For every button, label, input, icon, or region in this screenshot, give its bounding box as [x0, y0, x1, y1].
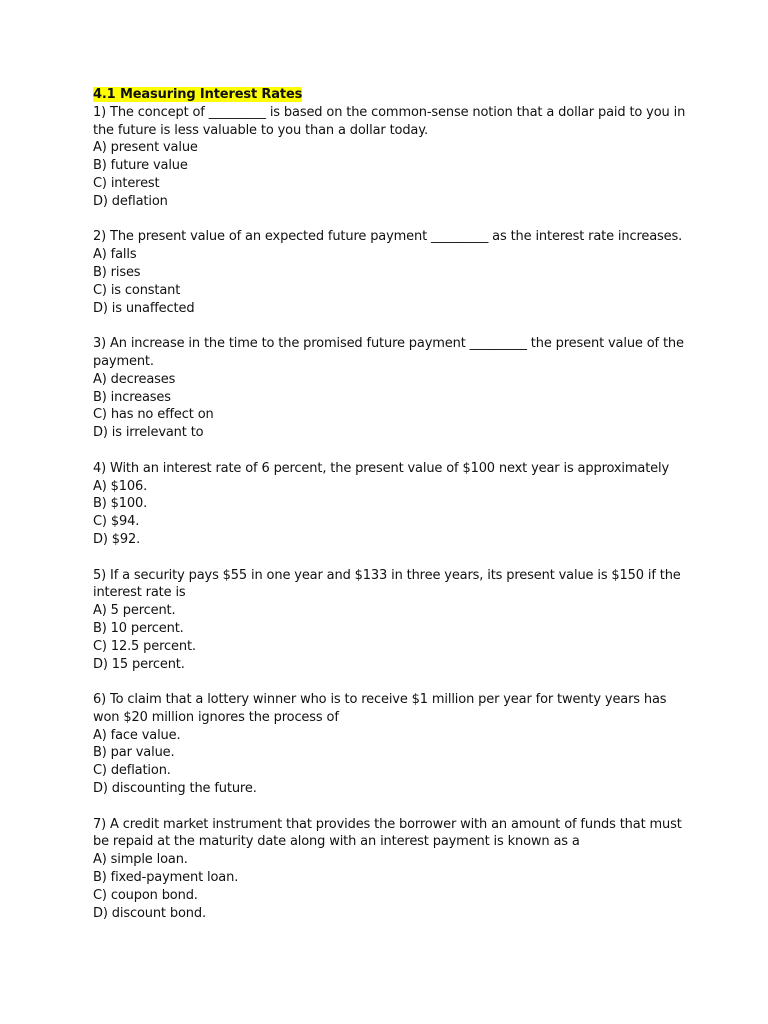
- question-text: 2) The present value of an expected future payment _________ as the interest rate increases.: [93, 229, 683, 245]
- question-1: [93, 104, 693, 211]
- answer-option-b: B) future value: [93, 158, 188, 174]
- answer-option-b: B) $100.: [93, 496, 148, 512]
- answer-option-a: A) face value.: [93, 727, 181, 743]
- answer-option-a: A) decreases: [93, 371, 176, 387]
- question-list: [93, 104, 693, 923]
- answer-options: [93, 246, 693, 317]
- answer-option-a: A) $106.: [93, 478, 148, 494]
- answer-option-c: C) is constant: [93, 282, 181, 298]
- answer-option-c: C) coupon bond.: [93, 887, 198, 903]
- question-3: [93, 335, 693, 442]
- answer-option-c: C) $94.: [93, 514, 140, 530]
- answer-option-d: D) deflation: [93, 193, 168, 209]
- answer-option-b: B) increases: [93, 389, 171, 405]
- answer-option-c: C) has no effect on: [93, 407, 214, 423]
- question-text: 3) An increase in the time to the promised future payment _________ the present value of the payment.: [93, 336, 684, 369]
- answer-option-d: D) discounting the future.: [93, 781, 257, 797]
- question-text: 5) If a security pays $55 in one year and $133 in three years, its present value is $150 if the interest rate is: [93, 567, 681, 601]
- question-7: [93, 816, 693, 923]
- answer-option-b: B) rises: [93, 264, 141, 280]
- answer-option-d: D) is irrelevant to: [93, 425, 204, 441]
- answer-option-a: A) falls: [93, 247, 137, 263]
- question-text: 1) The concept of _________ is based on the common-sense notion that a dollar paid to you in the future is less valuable to you than a dollar today.: [93, 104, 686, 138]
- answer-option-d: D) 15 percent.: [93, 656, 185, 672]
- question-2: [93, 228, 693, 317]
- answer-option-a: A) present value: [93, 140, 198, 156]
- answer-option-d: D) discount bond.: [93, 905, 206, 921]
- answer-option-c: C) deflation.: [93, 763, 171, 779]
- answer-option-c: C) 12.5 percent.: [93, 638, 196, 654]
- answer-option-a: A) 5 percent.: [93, 603, 176, 619]
- question-4: [93, 460, 693, 549]
- answer-option-b: B) fixed-payment loan.: [93, 870, 239, 886]
- question-6: [93, 691, 693, 798]
- answer-options: [93, 727, 693, 798]
- section-heading: [93, 86, 693, 104]
- answer-options: [93, 139, 693, 210]
- section-heading-text: 4.1 Measuring Interest Rates: [93, 87, 303, 102]
- question-text: 6) To claim that a lottery winner who is to receive $1 million per year for twenty years has won $20 million ignores the process of: [93, 692, 667, 725]
- document-page: [93, 86, 693, 922]
- answer-options: [93, 478, 693, 549]
- answer-option-c: C) interest: [93, 175, 160, 191]
- answer-option-a: A) simple loan.: [93, 852, 188, 868]
- answer-option-d: D) is unaffected: [93, 300, 195, 316]
- question-text: 7) A credit market instrument that provides the borrower with an amount of funds that must be repaid at the maturity date along with an interest payment is known as a: [93, 816, 682, 850]
- answer-option-d: D) $92.: [93, 531, 141, 547]
- question-5: [93, 567, 693, 674]
- answer-options: [93, 602, 693, 673]
- answer-option-b: B) par value.: [93, 745, 175, 761]
- answer-options: [93, 851, 693, 922]
- answer-option-b: B) 10 percent.: [93, 620, 184, 636]
- answer-options: [93, 371, 693, 442]
- question-text: 4) With an interest rate of 6 percent, the present value of $100 next year is approximately: [93, 460, 670, 476]
